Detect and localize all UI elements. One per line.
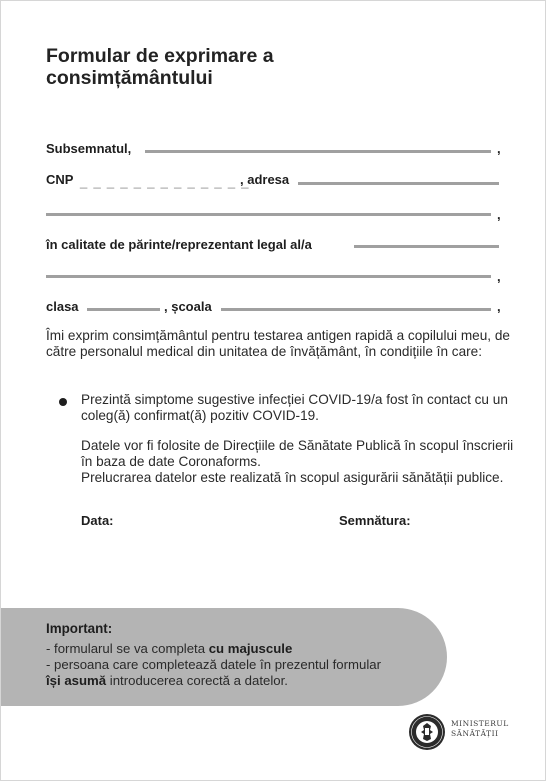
calitate-input-line[interactable] <box>354 245 499 248</box>
data-usage-info <box>81 438 521 486</box>
subsemnatul-input-line[interactable] <box>145 150 491 153</box>
adresa-label: , adresa <box>240 172 290 187</box>
form-title-line-1: Formular de exprimare a <box>46 45 274 67</box>
condition-bullet: Prezintă simptome sugestive infecției COVID-19/a fost în contact cu un coleg(ă) confirmat(ă) pozitiv COVID-19. <box>81 392 508 423</box>
important-line-2: - persoana care completează datele în prezentul formular <box>46 657 381 672</box>
adresa-input-line[interactable] <box>298 182 499 185</box>
form-title-line-2: consimțământului <box>46 67 213 89</box>
cnp-label: CNP <box>46 172 74 187</box>
signature-label: Semnătura: <box>339 513 411 528</box>
ministry-seal-icon <box>408 713 446 751</box>
consent-statement: Îmi exprim consimțământul pentru testarea antigen rapidă a copilului meu, de către personalul medical din unitatea de învățământ, în condițiile în care: <box>46 328 510 359</box>
important-line-3 <box>46 673 288 688</box>
scoala-input-line[interactable] <box>221 308 491 311</box>
cnp-input-dashes[interactable]: _ _ _ _ _ _ _ _ _ _ _ _ _ <box>80 174 250 189</box>
adresa-continued-input-line[interactable] <box>46 213 491 216</box>
scoala-label: , școala <box>164 299 212 314</box>
data-usage-line-2: Prelucrarea datelor este realizată în scopul asigurării sănătății publice. <box>81 470 504 485</box>
clasa-input-line[interactable] <box>87 308 160 311</box>
ministry-name <box>451 719 509 739</box>
field-row-clasa-scoala <box>46 299 506 317</box>
important-title: Important: <box>46 621 113 636</box>
field-row-subsemnatul <box>46 141 506 159</box>
field-row-cnp-adresa <box>46 172 506 190</box>
important-line-3-text: introducerea corectă a datelor. <box>106 673 288 688</box>
important-line-3-bold: își asumă <box>46 673 107 688</box>
comma: , <box>497 207 501 222</box>
comma: , <box>497 299 501 314</box>
calitate-continued-input-line[interactable] <box>46 275 491 278</box>
data-usage-line-1: Datele vor fi folosite de Direcțiile de Sănătate Publică în scopul înscrierii în baza de date Coronaforms. <box>81 438 514 469</box>
field-row-calitate <box>46 237 506 255</box>
date-label: Data: <box>81 513 114 528</box>
comma: , <box>497 269 501 284</box>
important-line-1 <box>46 641 292 656</box>
calitate-label: în calitate de părinte/reprezentant legal al/a <box>46 237 312 252</box>
field-row-adresa-continued <box>46 207 506 225</box>
bullet-icon <box>59 398 67 406</box>
ministry-line-2: SĂNĂTĂȚII <box>451 729 499 738</box>
comma: , <box>497 141 501 156</box>
important-line-1-bold: cu majuscule <box>208 641 293 656</box>
important-line-1-text: - formularul se va completa <box>46 641 209 656</box>
clasa-label: clasa <box>46 299 79 314</box>
field-row-calitate-continued <box>46 269 506 287</box>
important-notice-box <box>1 608 447 706</box>
ministry-line-1: MINISTERUL <box>451 719 509 728</box>
form-title <box>46 45 346 89</box>
subsemnatul-label: Subsemnatul, <box>46 141 132 156</box>
